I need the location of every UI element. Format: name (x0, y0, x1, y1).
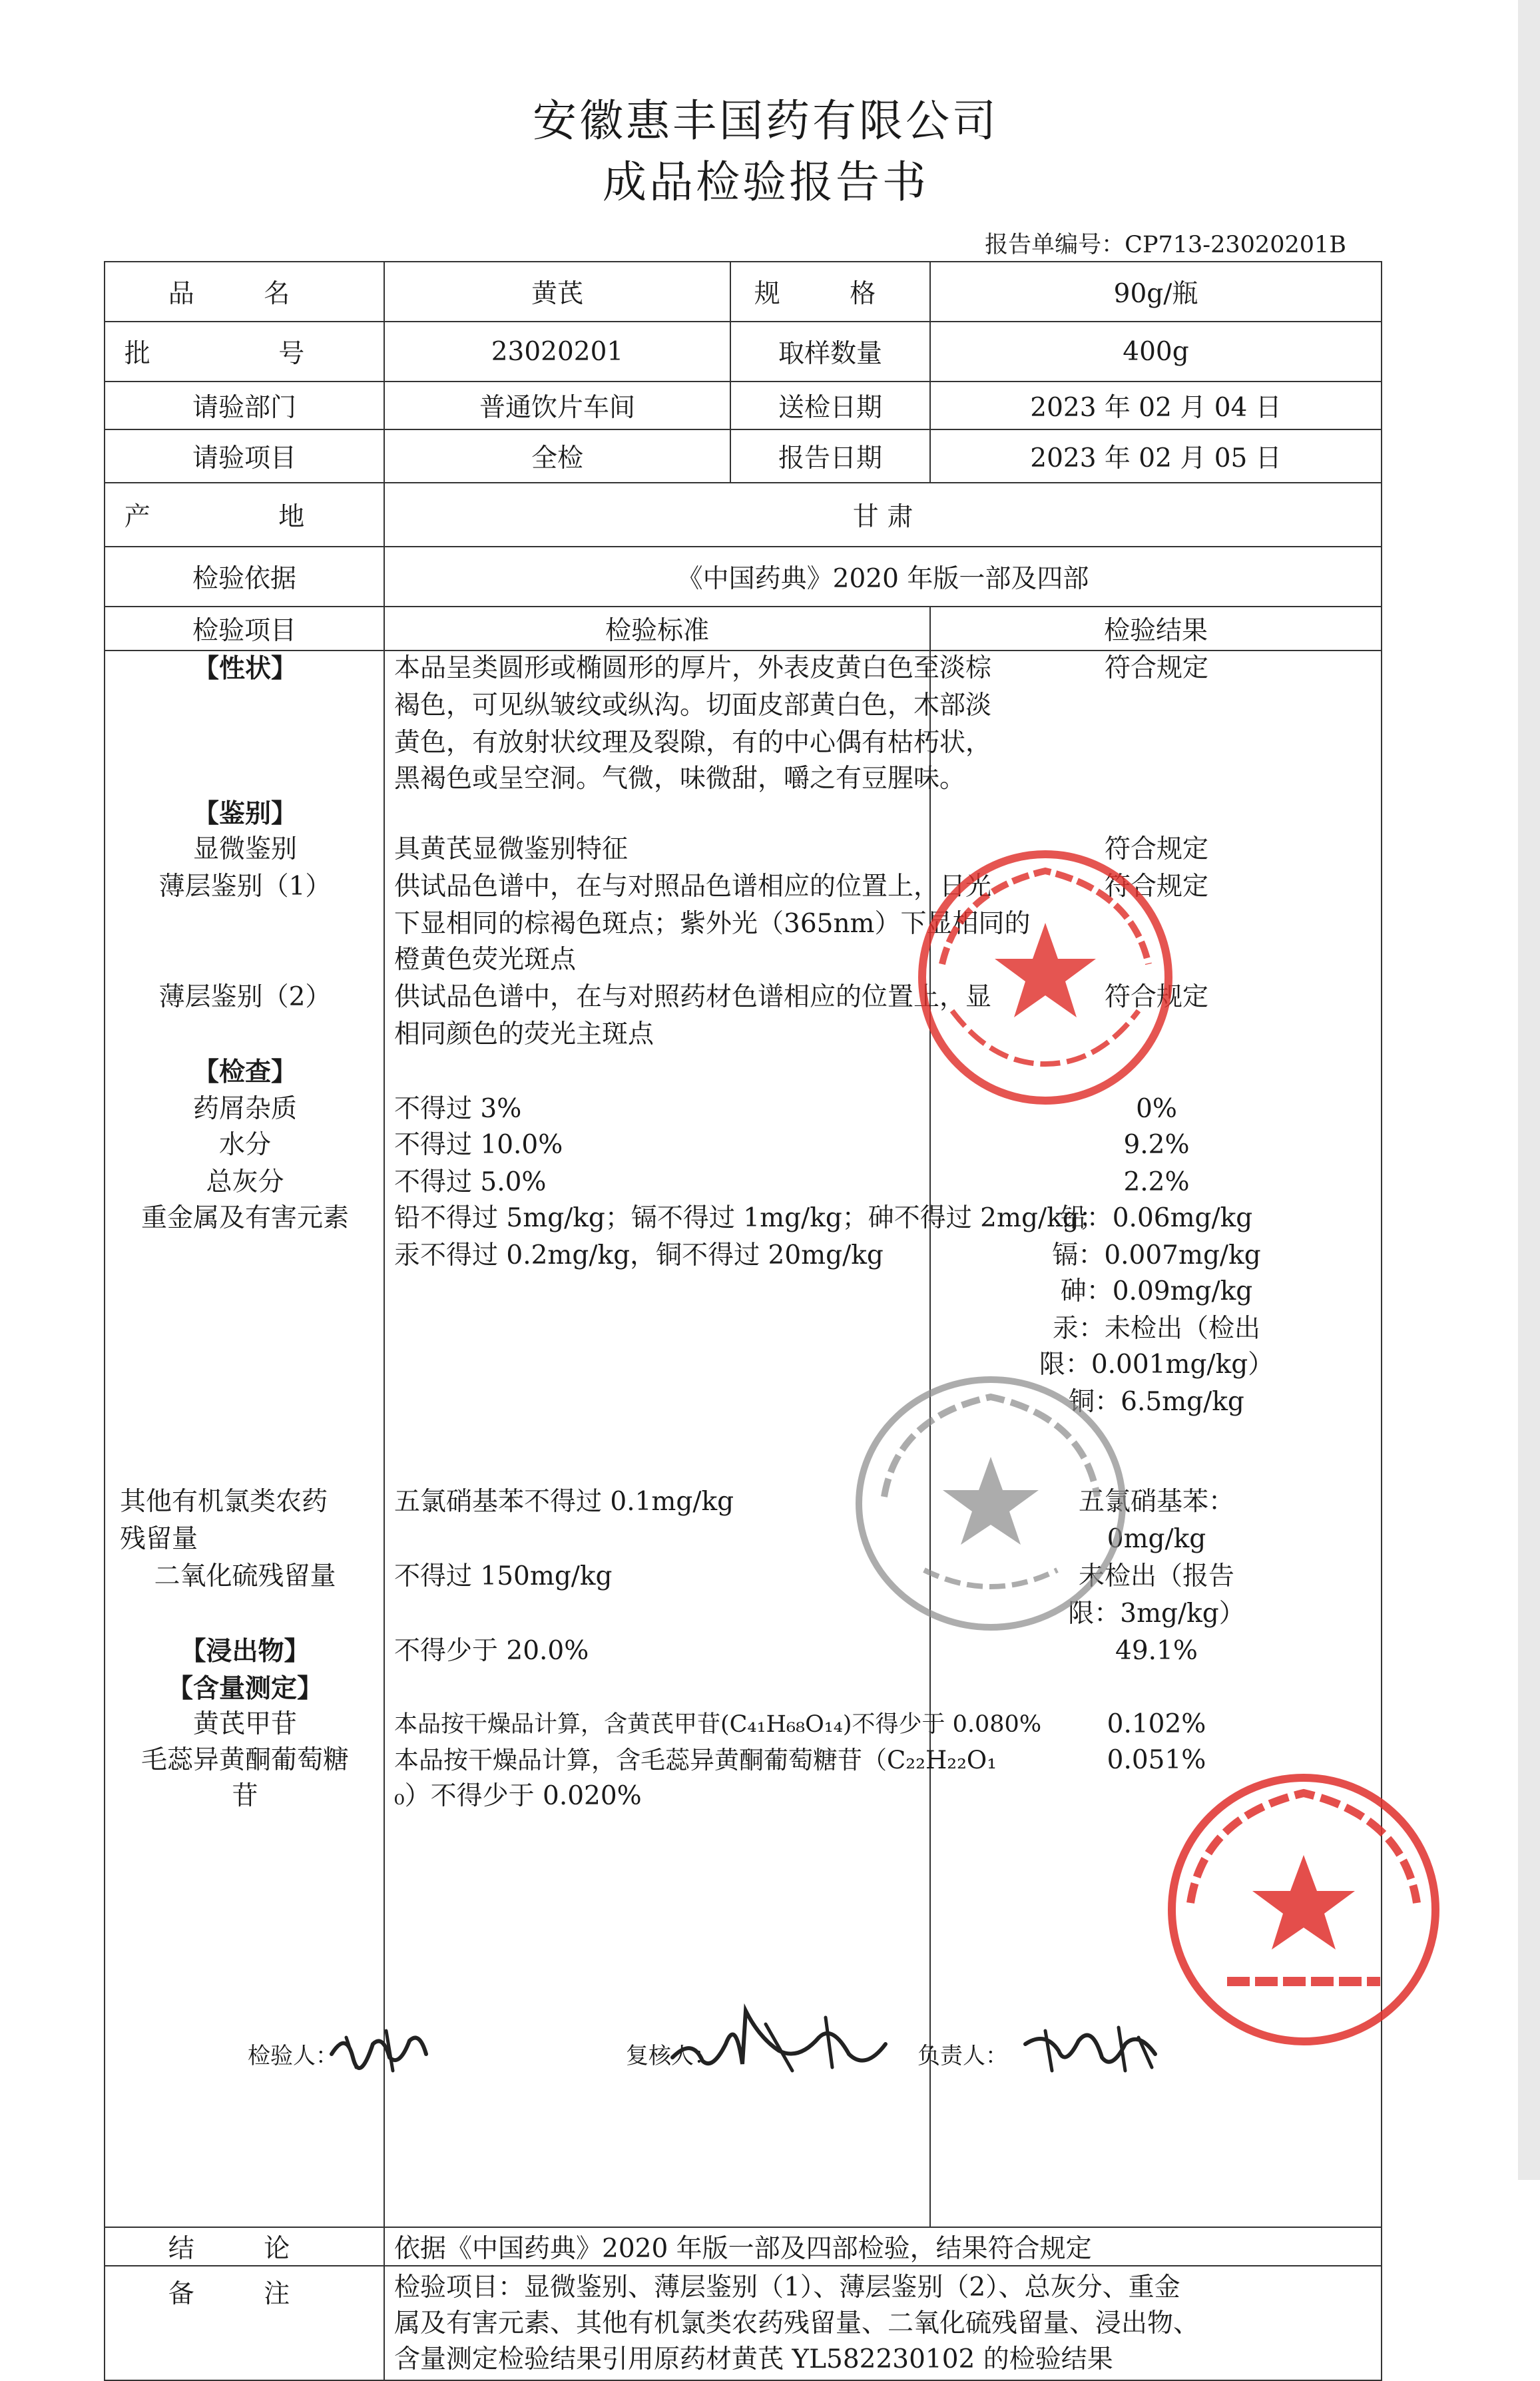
col-header-result: 检验结果 (930, 607, 1382, 651)
std-ash: 不得过 5.0% (394, 1167, 547, 1197)
conclusion-text: 依据《中国药典》2020 年版一部及四部检验，结果符合规定 (384, 2227, 1382, 2266)
res-tlc1: 符合规定 (1104, 872, 1208, 902)
item-pesticide-2: 残留量 (120, 1524, 198, 1554)
std-tlc1-3: 橙黄色荧光斑点 (394, 945, 577, 975)
send-date-value: 2023 年 02 月 04 日 (930, 382, 1382, 429)
res-ash: 2.2% (1123, 1167, 1190, 1197)
std-heavy-metals-2: 汞不得过 0.2mg/kg，铜不得过 20mg/kg (394, 1240, 884, 1270)
spec-value: 90g/瓶 (930, 262, 1382, 322)
item-label: 请验项目 (105, 429, 384, 483)
item-xingzhuang: 【性状】 (192, 653, 297, 684)
remarks-line-2: 属及有害元素、其他有机氯类农药残留量、二氧化硫残留量、浸出物、 (394, 2308, 1200, 2338)
item-jianbie: 【鉴别】 (192, 798, 297, 829)
report-number: 报告单编号：CP713-23020201B (985, 232, 1346, 258)
item-astragaloside: 黄芪甲苷 (192, 1709, 297, 1739)
item-pesticide-1: 其他有机氯类农药 (120, 1487, 328, 1517)
res-so2-2: 限：3mg/kg） (1068, 1599, 1245, 1629)
remarks-line-1: 检验项目：显微鉴别、薄层鉴别（1）、薄层鉴别（2）、总灰分、重金 (394, 2272, 1180, 2302)
std-tlc2-2: 相同颜色的荧光主斑点 (394, 1019, 654, 1049)
name-label: 品 名 (105, 262, 384, 322)
inspector-label: 检验人： (248, 2043, 338, 2069)
batch-label: 批 号 (105, 322, 384, 382)
manager-label: 负责人： (917, 2043, 1008, 2069)
res-calycosin: 0.051% (1107, 1745, 1206, 1775)
res-micro: 符合规定 (1104, 834, 1208, 864)
std-astragaloside: 本品按干燥品计算，含黄芪甲苷(C₄₁H₆₈O₁₄)不得少于 0.080% (394, 1711, 1042, 1738)
item-tlc2: 薄层鉴别（2） (158, 982, 332, 1012)
scan-edge (1518, 0, 1540, 2180)
res-pesticide-1: 五氯硝基苯： (1078, 1487, 1234, 1517)
std-tlc1-1: 供试品色谱中，在与对照品色谱相应的位置上，日光 (394, 872, 992, 902)
std-extract: 不得少于 20.0% (394, 1636, 589, 1666)
std-xz-4: 黑褐色或呈空洞。气微，味微甜，嚼之有豆腥味。 (394, 764, 966, 794)
send-date-label: 送检日期 (730, 382, 930, 429)
std-xz-3: 黄色，有放射状纹理及裂隙，有的中心偶有枯朽状， (394, 728, 992, 758)
inspector-signature (326, 2017, 433, 2080)
res-extract: 49.1% (1115, 1636, 1198, 1666)
basis-value: 《中国药典》2020 年版一部及四部 (384, 547, 1382, 607)
res-copper: 铜：6.5mg/kg (1069, 1387, 1244, 1417)
reviewer-label: 复核人： (626, 2043, 716, 2069)
res-mercury-1: 汞：未检出（检出 (1052, 1314, 1260, 1344)
item-assay: 【含量测定】 (166, 1673, 323, 1704)
res-lead: 铅：0.06mg/kg (1060, 1203, 1253, 1233)
conclusion-label: 结 论 (105, 2227, 384, 2266)
item-tlc1: 薄层鉴别（1） (158, 872, 332, 902)
item-calycosin-2: 苷 (232, 1781, 258, 1811)
std-heavy-metals-1: 铅不得过 5mg/kg；镉不得过 1mg/kg；砷不得过 2mg/kg； (394, 1203, 1105, 1233)
res-xz: 符合规定 (1104, 653, 1208, 683)
company-name: 安徽惠丰国药有限公司 (533, 95, 999, 146)
res-arsenic: 砷：0.09mg/kg (1060, 1276, 1253, 1306)
std-impurity: 不得过 3% (394, 1094, 522, 1124)
dept-label: 请验部门 (105, 382, 384, 429)
item-extract: 【浸出物】 (180, 1636, 310, 1667)
res-cadmium: 镉：0.007mg/kg (1052, 1240, 1261, 1270)
red-circular-seal-quality-special (1164, 1770, 1443, 2052)
res-impurity: 0% (1136, 1094, 1177, 1124)
col-header-item: 检验项目 (105, 607, 384, 651)
remarks-text (384, 2266, 1382, 2380)
std-xz-2: 褐色，可见纵皱纹或纵沟。切面皮部黄白色，木部淡 (394, 690, 992, 720)
res-moisture: 9.2% (1123, 1130, 1190, 1160)
std-calycosin-1: 本品按干燥品计算，含毛蕊异黄酮葡萄糖苷（C₂₂H₂₂O₁ (394, 1746, 997, 1774)
report-date-value: 2023 年 02 月 05 日 (930, 429, 1382, 483)
product-name: 黄芪 (384, 262, 730, 322)
item-heavy-metals: 重金属及有害元素 (140, 1203, 349, 1233)
remarks-line-3: 含量测定检验结果引用原药材黄芪 YL582230102 的检验结果 (394, 2344, 1113, 2374)
item-jiancha: 【检查】 (192, 1057, 297, 1087)
items-column (105, 651, 384, 2227)
origin-value: 甘 肃 (384, 483, 1382, 547)
res-mercury-2: 限：0.001mg/kg） (1039, 1350, 1274, 1380)
sample-label: 取样数量 (730, 322, 930, 382)
item-so2: 二氧化硫残留量 (154, 1561, 336, 1591)
std-so2: 不得过 150mg/kg (394, 1561, 613, 1591)
res-pesticide-2: 0mg/kg (1107, 1524, 1206, 1554)
item-micro: 显微鉴别 (192, 834, 297, 864)
std-tlc1-2: 下显相同的棕褐色斑点；紫外光（365nm）下显相同的 (394, 909, 1031, 939)
std-micro: 具黄芪显微鉴别特征 (394, 834, 629, 864)
std-calycosin-2: ₀）不得少于 0.020% (394, 1781, 642, 1811)
res-tlc2: 符合规定 (1104, 982, 1208, 1012)
document-title: 成品检验报告书 (603, 156, 929, 208)
item-moisture: 水分 (218, 1130, 271, 1160)
batch-value: 23020201 (384, 322, 730, 382)
reviewer-signature (666, 1997, 892, 2087)
col-header-standard: 检验标准 (384, 607, 930, 651)
red-circular-seal-quality-dept (912, 844, 1178, 1113)
report-date-label: 报告日期 (730, 429, 930, 483)
std-pesticide: 五氯硝基苯不得过 0.1mg/kg (394, 1487, 734, 1517)
std-tlc2-1: 供试品色谱中，在与对照药材色谱相应的位置上，显 (394, 982, 992, 1012)
dept-value: 普通饮片车间 (384, 382, 730, 429)
basis-label: 检验依据 (105, 547, 384, 607)
item-calycosin-1: 毛蕊异黄酮葡萄糖 (140, 1745, 349, 1775)
spec-label: 规 格 (730, 262, 930, 322)
std-moisture: 不得过 10.0% (394, 1130, 563, 1160)
res-so2-1: 未检出（报告 (1078, 1561, 1234, 1591)
item-ash: 总灰分 (206, 1167, 284, 1197)
origin-label: 产 地 (105, 483, 384, 547)
sample-value: 400g (930, 322, 1382, 382)
item-impurity: 药屑杂质 (192, 1094, 297, 1124)
std-xz-1: 本品呈类圆形或椭圆形的厚片，外表皮黄白色至淡棕 (394, 653, 992, 683)
gray-circular-seal-qc (851, 1370, 1131, 1639)
manager-signature (1019, 2017, 1165, 2080)
remarks-label: 备 注 (105, 2266, 384, 2380)
item-value: 全检 (384, 429, 730, 483)
res-astragaloside: 0.102% (1107, 1709, 1206, 1739)
